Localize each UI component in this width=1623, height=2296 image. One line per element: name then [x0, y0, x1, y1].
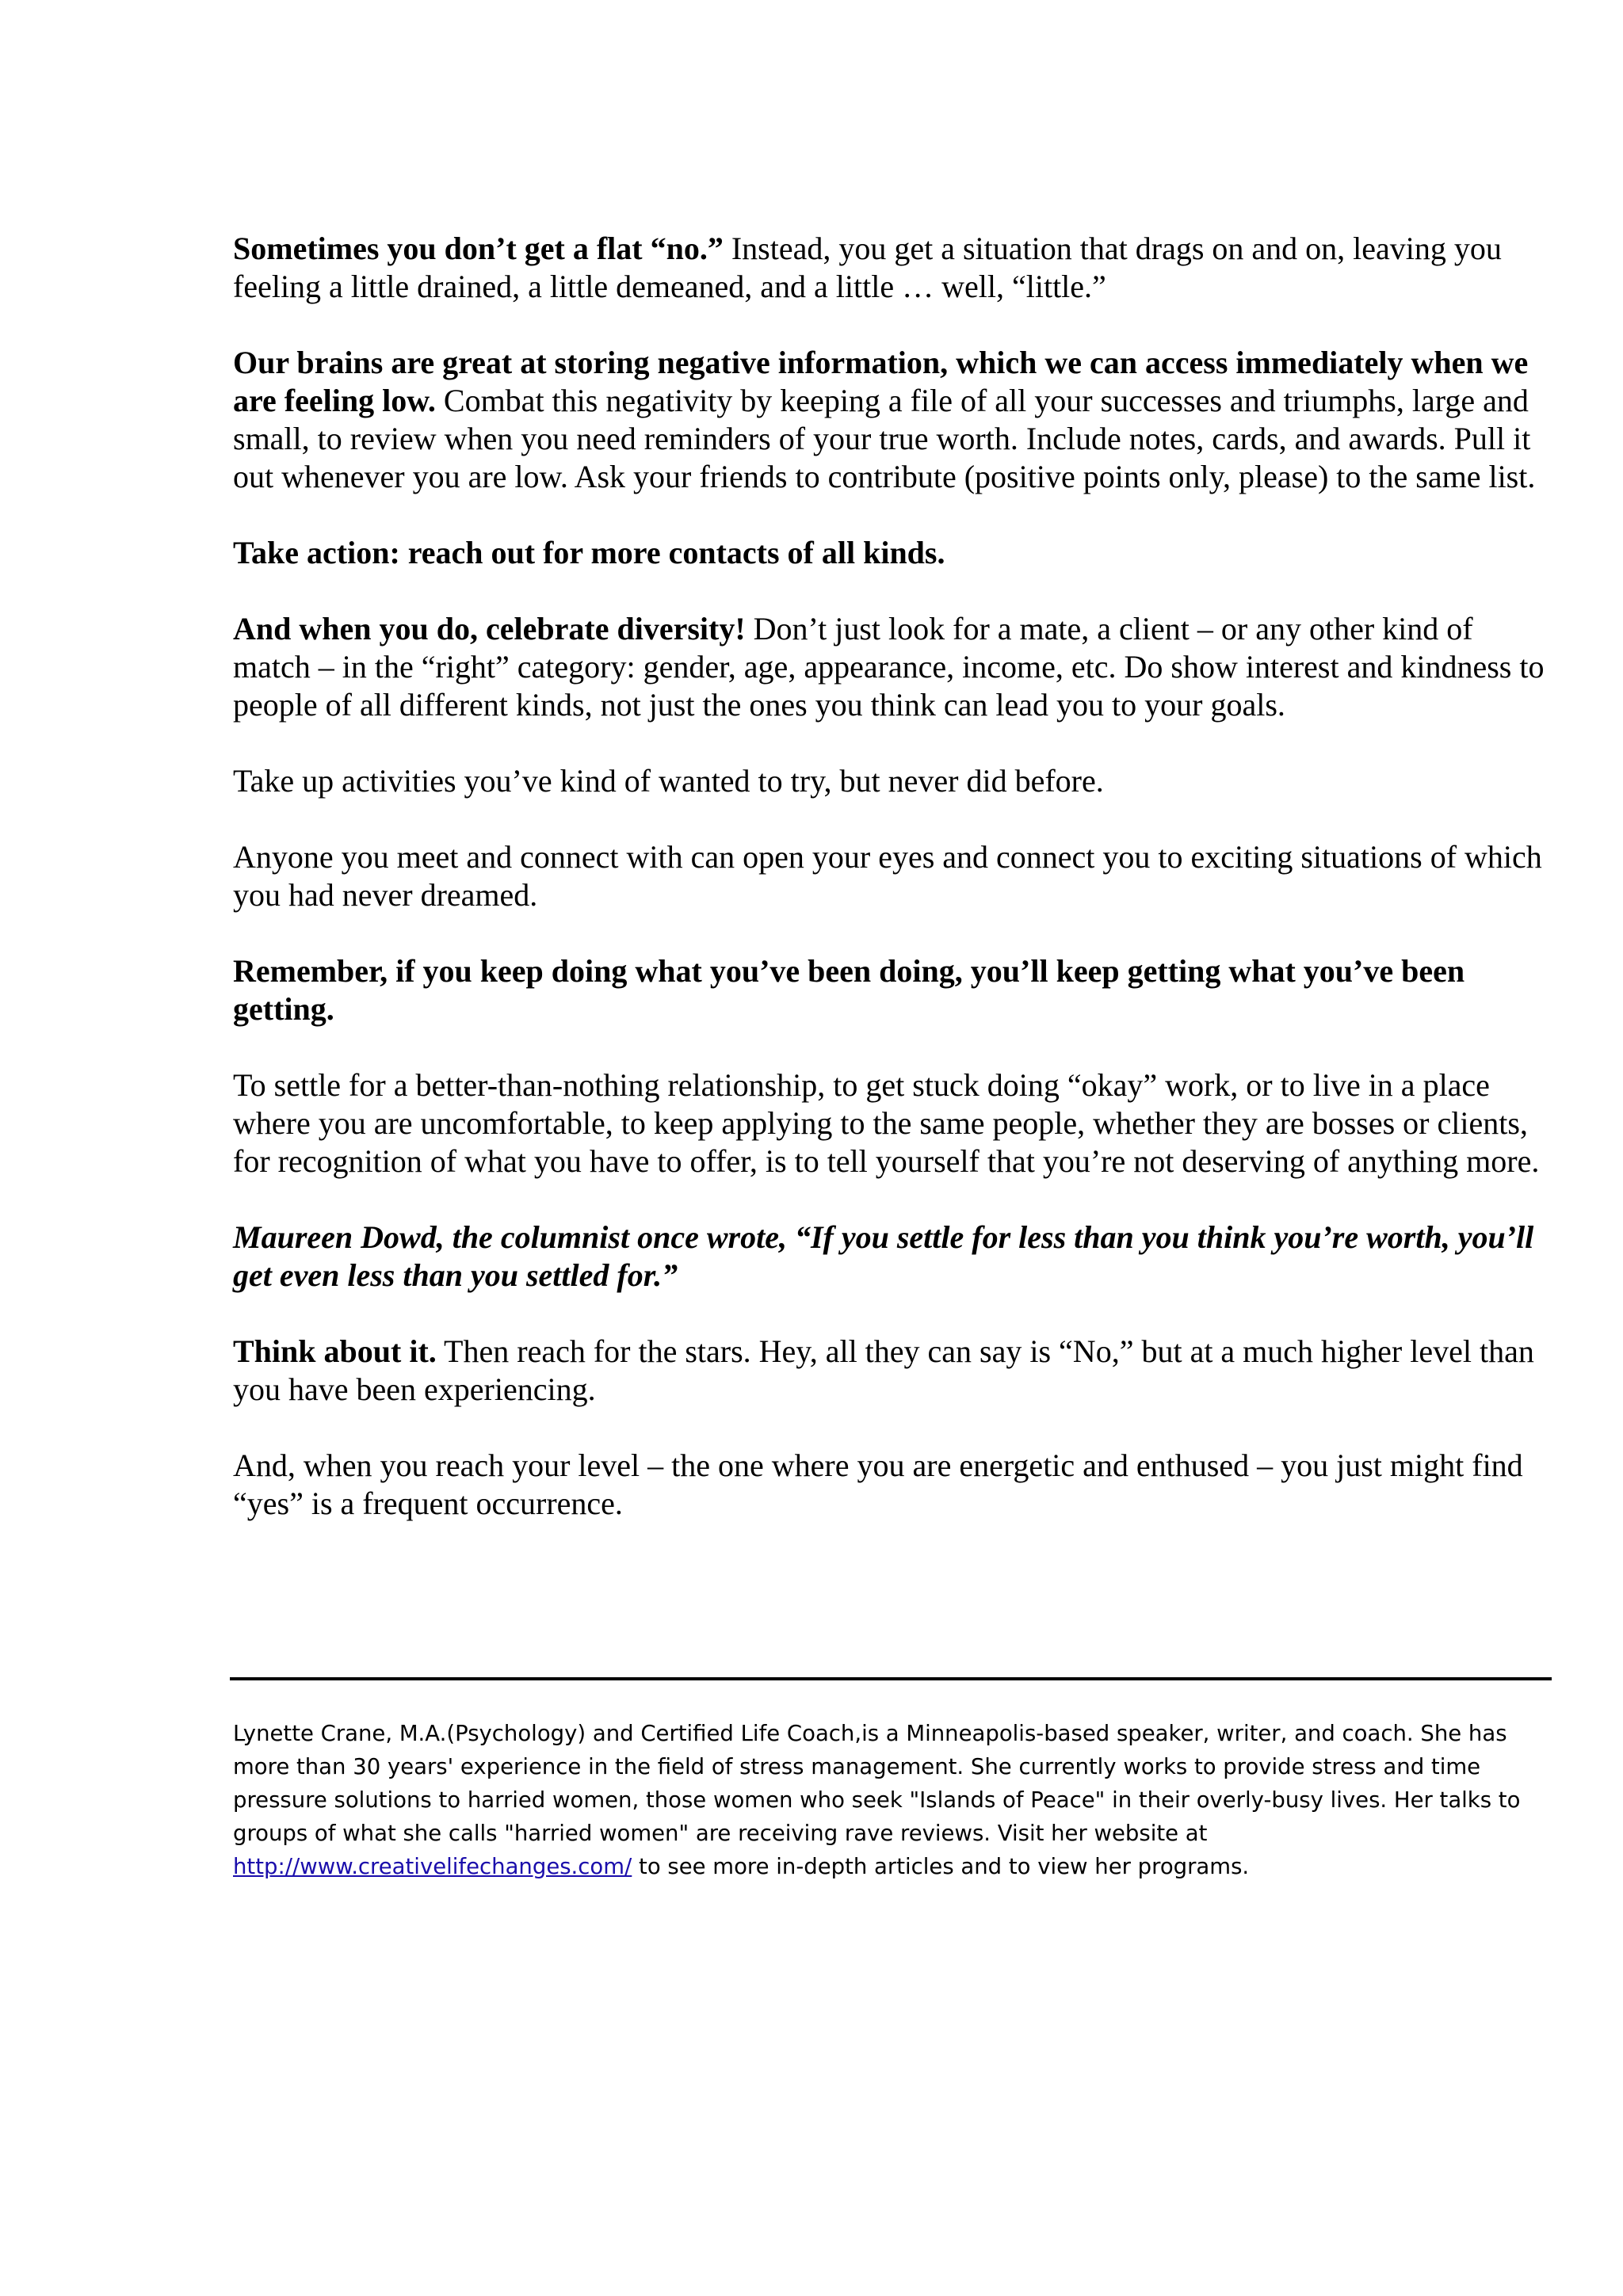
paragraph-10-text: Then reach for the stars. Hey, all they can say is “No,” but at a much higher level than you have been experiencing. — [233, 1333, 1534, 1407]
website-link[interactable]: http://www.creativelifechanges.com/ — [233, 1854, 632, 1879]
paragraph-6 — [233, 838, 1550, 914]
paragraph-7-lead: Remember, if you keep doing what you’ve been doing, you’ll keep getting what you’ve been getting. — [233, 953, 1465, 1027]
paragraph-2-text: Combat this negativity by keeping a file of all your successes and triumphs, large and small, to review when you need reminders of your true worth. Include notes, cards, and awards. Pull it out whenever you are low. Ask your friends to contribute (positive points only, please) to the same list. — [233, 383, 1536, 494]
paragraph-5 — [233, 762, 1550, 800]
paragraph-8 — [233, 1066, 1550, 1180]
paragraph-4 — [233, 610, 1550, 724]
paragraph-6-text: Anyone you meet and connect with can open your eyes and connect you to exciting situations of which you had never dreamed. — [233, 839, 1542, 913]
horizontal-divider — [230, 1677, 1552, 1680]
author-bio-text: Lynette Crane, M.A.(Psychology) and Certified Life Coach,is a Minneapolis-based speaker, writer, and coach. She has more than 30 years' experience in the field of stress management. She currently works to provide stress and time pressure solutions to harried women, those women who seek "Islands of Peace" in their overly-busy lives. Her talks to groups of what she calls "harried women" are receiving rave reviews. Visit her website at — [233, 1721, 1521, 1846]
paragraph-2-lead: Our brains are great at storing negative information, which we can access immediately when we are feeling low. — [233, 345, 1529, 418]
paragraph-8-text: To settle for a better-than-nothing relationship, to get stuck doing “okay” work, or to live in a place where you are uncomfortable, to keep applying to the same people, whether they are bosses or clients, for recognition of what you have to offer, is to tell yourself that you’re not deserving of anything more. — [233, 1067, 1540, 1179]
paragraph-11-text: And, when you reach your level – the one where you are energetic and enthused – you just might find “yes” is a frequent occurrence. — [233, 1447, 1523, 1521]
dowd-quote: Maureen Dowd, the columnist once wrote, “If you settle for less than you think you’re worth, you’ll get even less than you settled for.” — [233, 1219, 1534, 1293]
paragraph-3-lead: Take action: reach out for more contacts of all kinds. — [233, 535, 945, 570]
author-bio — [233, 1717, 1549, 1883]
author-bio-text-after: to see more in-depth articles and to view her programs. — [632, 1854, 1250, 1879]
paragraph-5-text: Take up activities you’ve kind of wanted to try, but never did before. — [233, 763, 1104, 799]
paragraph-9 — [233, 1219, 1550, 1295]
paragraph-3 — [233, 534, 1550, 572]
paragraph-11 — [233, 1447, 1550, 1523]
paragraph-10-lead: Think about it. — [233, 1333, 437, 1369]
paragraph-10 — [233, 1333, 1550, 1409]
article-body — [233, 230, 1550, 1561]
paragraph-4-text: Don’t just look for a mate, a client – or any other kind of match – in the “right” category: gender, age, appearance, income, etc. Do show interest and kindness to people of all different kinds, not just the ones you think can lead you to your goals. — [233, 611, 1545, 723]
paragraph-1-lead: Sometimes you don’t get a flat “no.” — [233, 231, 724, 266]
paragraph-1-text: Instead, you get a situation that drags on and on, leaving you feeling a little drained, a little demeaned, and a little … well, “little.” — [233, 231, 1502, 304]
paragraph-1 — [233, 230, 1550, 306]
paragraph-4-lead: And when you do, celebrate diversity! — [233, 611, 746, 646]
paragraph-2 — [233, 344, 1550, 496]
paragraph-7 — [233, 952, 1550, 1028]
